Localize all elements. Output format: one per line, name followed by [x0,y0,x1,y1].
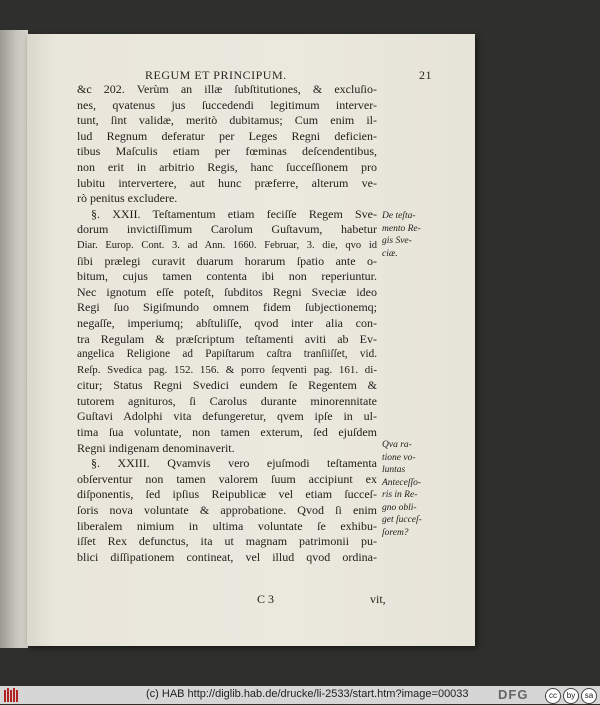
text-line: tra Regulam & præſcriptum teſtamenti aviti ab Ev- [77,331,377,346]
margin-note-line: ciæ. [382,248,398,259]
margin-note-line: ris in Re- [382,490,418,500]
margin-note [382,439,427,539]
text-line: Reſp. Svedica pag. 152. 156. & porro ſeqventi pag. 161. di- [77,363,377,376]
body-text [77,82,377,565]
footer-bar [0,686,600,704]
text-line: bitum, cujus tamen contenta ibi non reperiuntur. [77,269,377,284]
margin-note-line: Qva ra- [382,440,412,450]
text-line: tibus Maſculis etiam per fœminas deſcendentibus, [77,144,377,159]
text-line: Diar. Europ. Cont. 3. ad Ann. 1660. Februar, 3. die, qvo id [77,239,377,251]
text-line: rò penitus excludere. [77,191,178,206]
text-line: liberalem nimium in ultima voluntate ſe exhibu- [77,518,377,533]
text-line: ſibi prælegi curavit duarum horarum ſpatio ante o- [77,253,377,268]
margin-note-line: Anteceſſo- [382,477,422,488]
text-line: dorum invictiſſimum Carolum Guſtavum, habetur [77,222,377,237]
text-line: Nec ignotum eſſe poteſt, ſubditos Regni Sveciæ ideo [77,284,377,299]
margin-note-line: gno obli- [382,502,417,513]
signature-mark: C 3 [257,592,275,606]
book-page [27,34,475,646]
text-line: ſoris nova voluntate & approbatione. Qvod ſi enim [77,503,377,518]
margin-note [382,210,427,260]
text-line: &c 202. Verùm an illæ ſubſtitutiones, & excluſio- [77,82,377,96]
text-line: lubitu intervertere, aut hunc præferre, alterum ve- [77,175,377,190]
text-line: iſſet Rex defunctus, ita ut magnam patrimonii pu- [77,534,377,549]
cc-license-badge[interactable] [545,688,597,702]
margin-note-line: luntas [382,465,406,475]
catchword: vit, [370,592,386,606]
by-icon: by [563,688,579,704]
text-line: citur; Status Regni Svedici eundem ſe Regentem & [77,378,377,393]
text-line: tima ſua voluntate, non tamen exterum, ſed ejuſdem [77,425,377,440]
facing-page-edge [0,30,28,648]
text-line: negaſſe, imperiumq; abſtuliſſe, qvod inter alia con- [77,315,377,330]
margin-note-line: De teſta- [382,211,416,221]
sa-icon: sa [581,688,597,704]
text-line: §. XXIII. Qvamvis vero ejuſmodi teſtamenta [91,456,377,471]
text-line: §. XXII. Teſtamentum etiam feciſſe Regem Sve- [91,206,377,221]
text-line: non erit in arbitrio Regis, hanc ſucceſſionem pro [77,159,377,174]
text-line: Regni indigenam denominaverit. [77,440,235,455]
text-line: obſerventur non tamen valorem ſuum accipiunt ex [77,471,377,486]
margin-note-line: tione vo- [382,452,416,463]
margin-note-line: mento Re- [382,223,421,234]
margin-note-line: get ſucceſ- [382,515,422,525]
text-line: Guſtavi Adolphi vita defungeretur, qvem ipſe in ul- [77,409,377,424]
margin-note-line: ſorem? [382,527,409,538]
running-head: REGUM ET PRINCIPUM. [145,68,287,82]
copyright-link[interactable]: (c) HAB http://diglib.hab.de/drucke/li-2533/start.htm?image=00033 [146,688,469,700]
text-line: lud Regnum deferatur per Leges Regni deficien- [77,128,377,143]
hab-logo-icon [4,688,20,702]
text-line: diſponentis, ſed ipſius Reipublicæ vel etiam ſucceſ- [77,487,377,502]
text-line: blici diſſipationem contineat, vel illud qvod ordina- [77,549,377,564]
cc-icon: cc [545,688,561,704]
margin-note-line: gis Sve- [382,236,412,246]
text-line: tunt, ſint validæ, meritò dubitamus; Cum enim il- [77,113,377,128]
text-line: Regi ſuo Sigiſmundo omnem fidem ſubjectionemq; [77,300,377,315]
dfg-logo-icon: DFG [498,687,529,702]
text-line: tutorem agnituros, ſi Carolus durante minorennitate [77,393,377,408]
page-number: 21 [419,68,432,82]
page-header [122,68,432,82]
text-line: nes, qvatenus jus ſuccedendi legitimum interver- [77,97,377,112]
text-line: angelica Religione ad Papiſtarum caſtra tranſiiſſet, vid. [77,348,377,361]
